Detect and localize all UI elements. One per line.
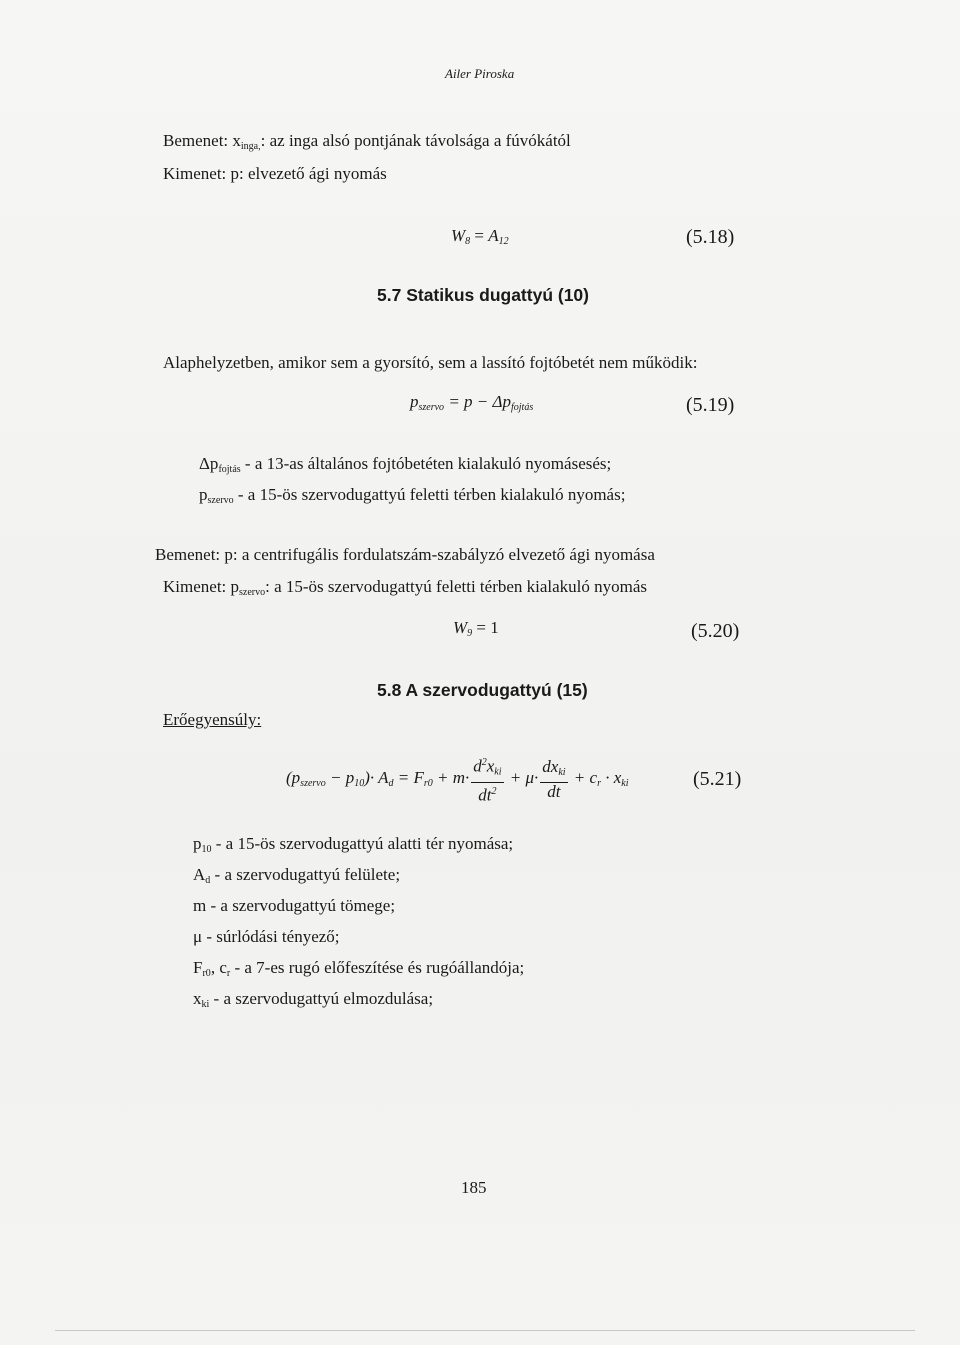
equation-number-5-18: (5.18)	[686, 226, 735, 248]
equation-5-18: W8 = A12	[451, 226, 509, 247]
definition-item: Δpfojtás - a 13-as általános fojtóbetéten kialakuló nyomásesés;	[199, 454, 612, 475]
page-bottom-rule	[55, 1330, 915, 1331]
definition-item: m - a szervodugattyú tömege;	[193, 896, 396, 915]
definition-item: xki - a szervodugattyú elmozdulása;	[193, 989, 434, 1010]
first-derivative-fraction: $\frac{dx_{ki}}{dt}$	[542, 756, 566, 801]
definition-item: Fr0, cr - a 7-es rugó előfeszítése és rugóállandója;	[193, 958, 525, 979]
input-line: Bemenet: xinga,: az inga alsó pontjának távolsága a fúvókától	[163, 131, 571, 152]
equation-5-19: $p_{szervo} = p - \Delta p_{fojtás}$	[410, 392, 534, 413]
equation-number-5-21: (5.21)	[693, 768, 742, 790]
equation-5-21: $(p_{szervo} - p10)\cdot A_d = F_{r0} + m\cdot$ $\frac{d^2x_{ki}}{dt^2}$ + μ· $\frac{dx_{ki}}{dt}$ + $c_r \cdot x_{ki}$	[286, 754, 628, 804]
definition-item: μ - súrlódási tényező;	[193, 927, 340, 946]
section-5-7-intro: Alaphelyzetben, amikor sem a gyorsító, sem a lassító fojtóbetét nem működik:	[163, 353, 698, 372]
section-heading-5-8: 5.8 A szervodugattyú (15)	[377, 680, 588, 700]
equation-number-5-19: (5.19)	[686, 394, 735, 416]
section-heading-5-7: 5.7 Statikus dugattyú (10)	[377, 285, 589, 305]
output-line: Kimenet: p: elvezető ági nyomás	[163, 164, 387, 183]
definition-item: p10 - a 15-ös szervodugattyú alatti tér nyomása;	[193, 834, 514, 855]
page-number: 185	[461, 1178, 487, 1197]
input-line: Bemenet: p: a centrifugális fordulatszám-szabályzó elvezető ági nyomása	[155, 545, 655, 564]
force-balance-label: Erőegyensúly:	[163, 710, 262, 729]
definition-item: Ad - a szervodugattyú felülete;	[193, 865, 401, 886]
equation-number-5-20: (5.20)	[691, 620, 740, 642]
running-header: Ailer Piroska	[445, 66, 515, 81]
definition-item: pszervo - a 15-ös szervodugattyú feletti térben kialakuló nyomás;	[199, 485, 626, 506]
second-derivative-fraction: $\frac{d^2x_{ki}}{dt^2}$	[471, 754, 503, 804]
output-line: Kimenet: pszervo: a 15-ös szervodugattyú feletti térben kialakuló nyomás	[163, 577, 648, 598]
equation-5-20: W9 = 1	[453, 618, 499, 639]
